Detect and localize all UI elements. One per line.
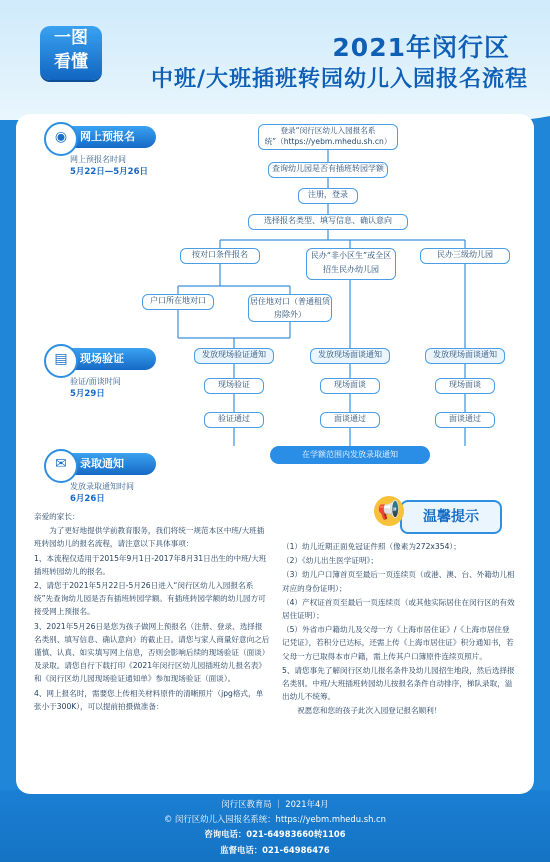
footer-website: © 闵行区幼儿入园报名系统：https://yebm.mhedu.sh.cn [164,814,386,824]
notice-intro: 为了更好地提供学前教育服务，我们将统一规范本区中班/大班插班转园幼儿的报名流程，请注意以下具体事项： [34,526,265,549]
flow-pass-interview-b: 面谈通过 [320,412,380,428]
flow-step-select: 选择报名类型、填写信息、确认意向 [248,214,408,230]
stage-date: 5月22日—5月26日 [70,167,148,177]
stage-sub-text: 网上预报名时间 [70,155,126,164]
badge-line2: 看懂 [54,52,88,72]
notice-item-2: 2、请您于2021年5月22日-5月26日进入“闵行区幼儿入园报名系统”先查询幼儿园是否有插班转园学额。有插班转园学额的幼儿园方可接受网上预报名。 [34,581,266,617]
flow-site-interview-b: 现场面谈 [320,378,380,394]
notice-left-column [34,510,270,714]
flow-sub-residence: 居住地对口（普通租赁房除外） [248,294,332,322]
one-chart-badge [40,26,102,80]
megaphone-icon: 📢 [374,496,404,526]
notice-doc-1: （1）幼儿近期正面免冠证件照（像素为272x354）； [282,542,461,551]
stage-label: 网上预报名 [48,126,156,148]
flow-site-verify: 现场验证 [204,378,264,394]
notice-item-4: 4、网上报名时，需要您上传相关材料原件的清晰照片（jpg格式，单张小于300K），可以提前拍摄做准备： [34,688,264,711]
stage-sub-text: 验证/面谈时间 [70,377,121,386]
flow-final-admission: 在学额范围内发放录取通知 [270,446,430,464]
flow-notice-interview-b: 发放现场面谈通知 [310,348,390,364]
notice-greeting: 亲爱的家长： [34,512,80,521]
notice-closing: 祝愿您和您的孩子此次入园登记报名顺利！ [297,706,442,716]
document-icon: ▤ [44,344,78,378]
notice-right-column [282,540,516,719]
footer-supervise-phone: 监督电话：021-64986476 [220,845,330,855]
flow-step-query: 查询幼儿园是否有插班转园学额 [268,162,388,178]
stage-admission-notice [48,453,158,475]
flow-branch-b: 民办“非小区生”或全区招生民办幼儿园 [306,248,396,280]
footer-issuer: 闵行区教育局 ｜ 2021年4月 [221,799,329,809]
badge-line1: 一图 [54,28,88,48]
flow-step-register: 注册，登录 [298,188,358,204]
notice-doc-2: （2）《幼儿出生医学证明》； [282,556,378,566]
tips-title: 温馨提示 [400,500,502,534]
flow-branch-c: 民办三级幼儿园 [420,248,510,264]
notice-doc-4: （4）产权证首页至最后一页连续页（或其他实际居住在闵行区的有效居住证明）； [282,597,515,621]
notice-item-1: 1、本流程仅适用于2015年9月1日-2017年8月31日出生的中班/大班插班转园幼儿的报名。 [34,553,267,576]
stage-sub-text: 发放录取通知时间 [70,482,134,491]
flowchart [150,118,530,488]
flow-notice-interview-c: 发放现场面谈通知 [425,348,505,364]
notice-doc-3: （3）幼儿户口簿首页至最后一页连续页（或港、澳、台、外籍幼儿相对应的身份证明）； [282,570,515,593]
notice-item-3: 3、2021年5月26日是您为孩子做网上预报名（注册、登录、选择报名类别、填写信息、确认意向）的截止日。请您与家人商量好意向之后谨慎、认真、如实填写网上信息，否则会影响后续的现场验证（面谈）及录取。请您自行下载打印《2021年闵行区幼儿园插班幼儿报名表》和《闵行区幼儿园现场验证通知单》参加现场验证（面谈）。 [34,621,270,684]
flow-sub-hukou: 户口所在地对口 [142,294,214,310]
mail-icon: ✉ [44,449,78,483]
flow-step-login: 登录“闵行区幼儿入园报名系统”（https://yebm.mhedu.sh.cn） [258,124,398,150]
notice-doc-5: （5）外省市户籍幼儿及父母一方《上海市居住证》/《上海市居住登记凭证》，若积分已达标，还需上传《上海市居住证》积分通知书，若父母一方已取得本市户籍，需上传其户口簿原件连续页照片。 [282,625,514,661]
footer-consult-phone: 咨询电话：021-64983660转1106 [204,829,346,839]
stage-onsite-verify [48,348,158,370]
flow-notice-verify: 发放现场验证通知 [194,348,274,364]
page-title-year: 2021年闵行区 [332,33,510,62]
flow-pass-interview-c: 面谈通过 [435,412,495,428]
flow-pass-verify: 验证通过 [204,412,264,428]
stage-label: 录取通知 [48,453,156,475]
notice-section [30,510,520,780]
stage-label: 现场验证 [48,348,156,370]
stage-date: 6月26日 [70,494,105,504]
page-title-main: 中班/大班插班转园幼儿入园报名流程 [150,67,528,92]
stage-online-prereg [48,126,158,148]
notice-item-5: 5、请您事先了解闵行区幼儿报名条件及幼儿园招生地段，然后选择报名类别。中班/大班插班转园幼儿按报名条件自动排序，梯队录取，溢出幼儿不统筹。 [282,665,515,702]
globe-icon: ◉ [44,122,78,156]
stage-date: 5月29日 [70,389,105,399]
flow-branch-a: 按对口条件报名 [180,248,260,264]
flow-site-interview-c: 现场面谈 [435,378,495,394]
